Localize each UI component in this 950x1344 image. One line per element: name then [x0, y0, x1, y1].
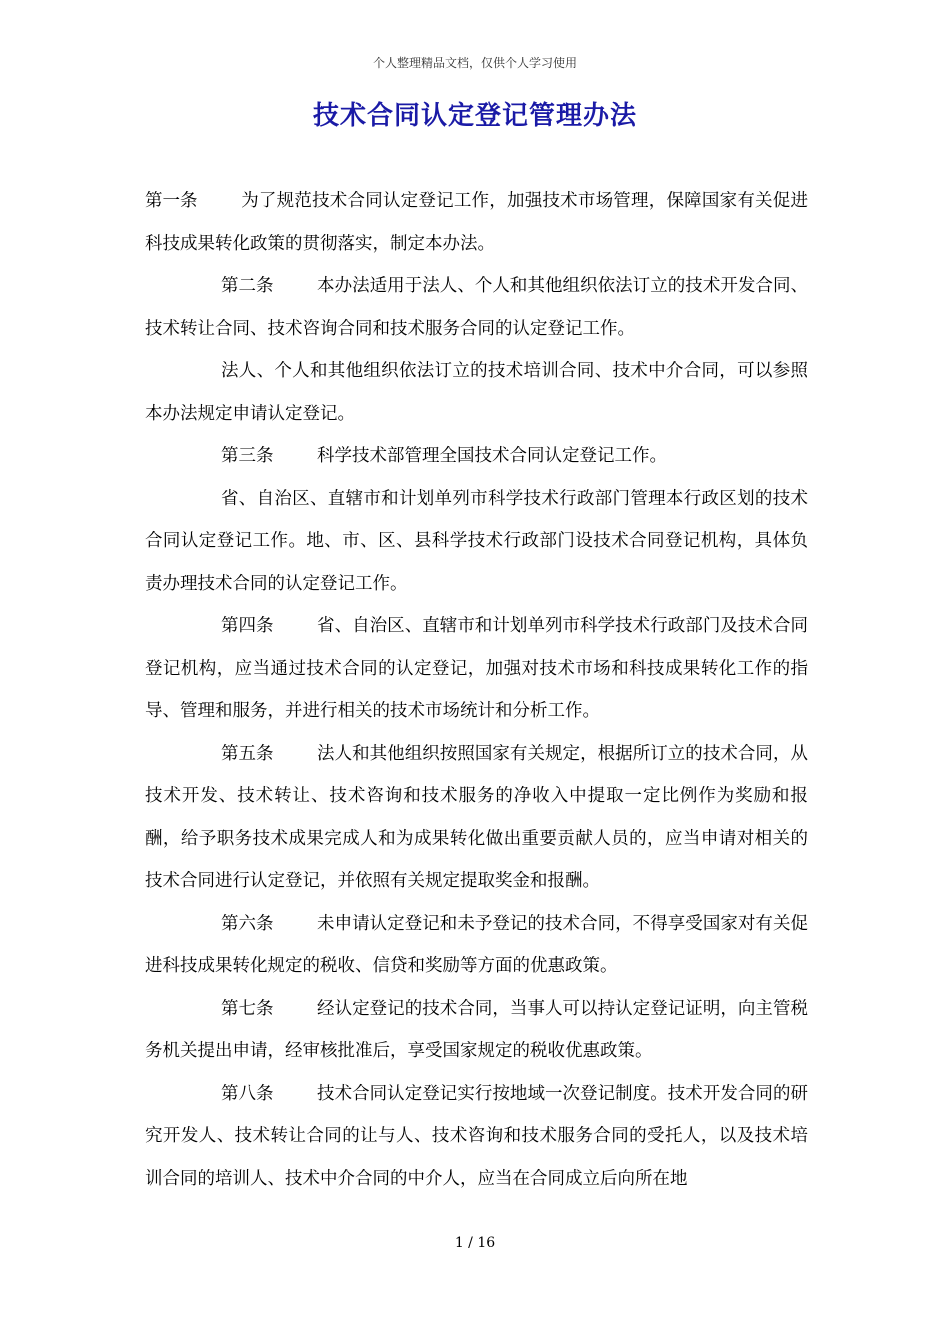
article-number: 第五条: [221, 743, 274, 764]
paragraph-article-7: [145, 988, 808, 1073]
article-number: 第六条: [221, 913, 274, 934]
paragraph-article-3: [145, 435, 808, 478]
paragraph-text: 未申请认定登记和未予登记的技术合同，不得享受国家对有关促进科技成果转化规定的税收、信贷和奖励等方面的优惠政策。: [145, 913, 808, 976]
paragraph-article-5: [145, 733, 808, 903]
paragraph-text: 技术合同认定登记实行按地域一次登记制度。技术开发合同的研究开发人、技术转让合同的让与人、技术咨询和技术服务合同的受托人，以及技术培训合同的培训人、技术中介合同的中介人，应当在合同成立后向所在地: [145, 1083, 808, 1189]
paragraph-article-4: [145, 605, 808, 733]
paragraph-article-8: [145, 1073, 808, 1201]
paragraph-article-1: [145, 180, 808, 265]
article-number: 第一条: [145, 191, 198, 211]
paragraph-article-2: [145, 265, 808, 350]
paragraph-text: 本办法适用于法人、个人和其他组织依法订立的技术开发合同、技术转让合同、技术咨询合同和技术服务合同的认定登记工作。: [145, 276, 808, 339]
paragraph-text: 经认定登记的技术合同，当事人可以持认定登记证明，向主管税务机关提出申请，经审核批准后，享受国家规定的税收优惠政策。: [145, 998, 808, 1061]
page-number: 1 / 16: [454, 1235, 496, 1251]
paragraph-text: 为了规范技术合同认定登记工作，加强技术市场管理，保障国家有关促进科技成果转化政策的贯彻落实，制定本办法。: [145, 191, 808, 254]
paragraph-text: 省、自治区、直辖市和计划单列市科学技术行政部门管理本行政区划的技术合同认定登记工作。地、市、区、县科学技术行政部门设技术合同登记机构，具体负责办理技术合同的认定登记工作。: [145, 488, 808, 594]
article-number: 第七条: [221, 998, 274, 1019]
paragraph-text: 法人和其他组织按照国家有关规定，根据所订立的技术合同，从技术开发、技术转让、技术咨询和技术服务的净收入中提取一定比例作为奖励和报酬，给予职务技术成果完成人和为成果转化做出重要贡献人员的，应当申请对相关的技术合同进行认定登记，并依照有关规定提取奖金和报酬。: [145, 743, 808, 891]
paragraph-text: 省、自治区、直辖市和计划单列市科学技术行政部门及技术合同登记机构，应当通过技术合同的认定登记，加强对技术市场和科技成果转化工作的指导、管理和服务，并进行相关的技术市场统计和分析工作。: [145, 616, 808, 721]
paragraph-article-3-clause-2: [145, 478, 808, 606]
paragraph-article-6: [145, 903, 808, 988]
page-title: 技术合同认定登记管理办法: [312, 101, 637, 131]
paragraph-text: 法人、个人和其他组织依法订立的技术培训合同、技术中介合同，可以参照本办法规定申请认定登记。: [145, 361, 808, 424]
article-number: 第八条: [221, 1083, 274, 1104]
paragraph-text: 科学技术部管理全国技术合同认定登记工作。: [317, 446, 667, 466]
page-header-note: 个人整理精品文档，仅供个人学习使用: [372, 56, 577, 70]
document-body: [145, 180, 808, 1200]
article-number: 第三条: [221, 446, 274, 466]
article-number: 第二条: [221, 276, 274, 296]
article-number: 第四条: [221, 616, 274, 636]
paragraph-article-2-clause-2: [145, 350, 808, 435]
